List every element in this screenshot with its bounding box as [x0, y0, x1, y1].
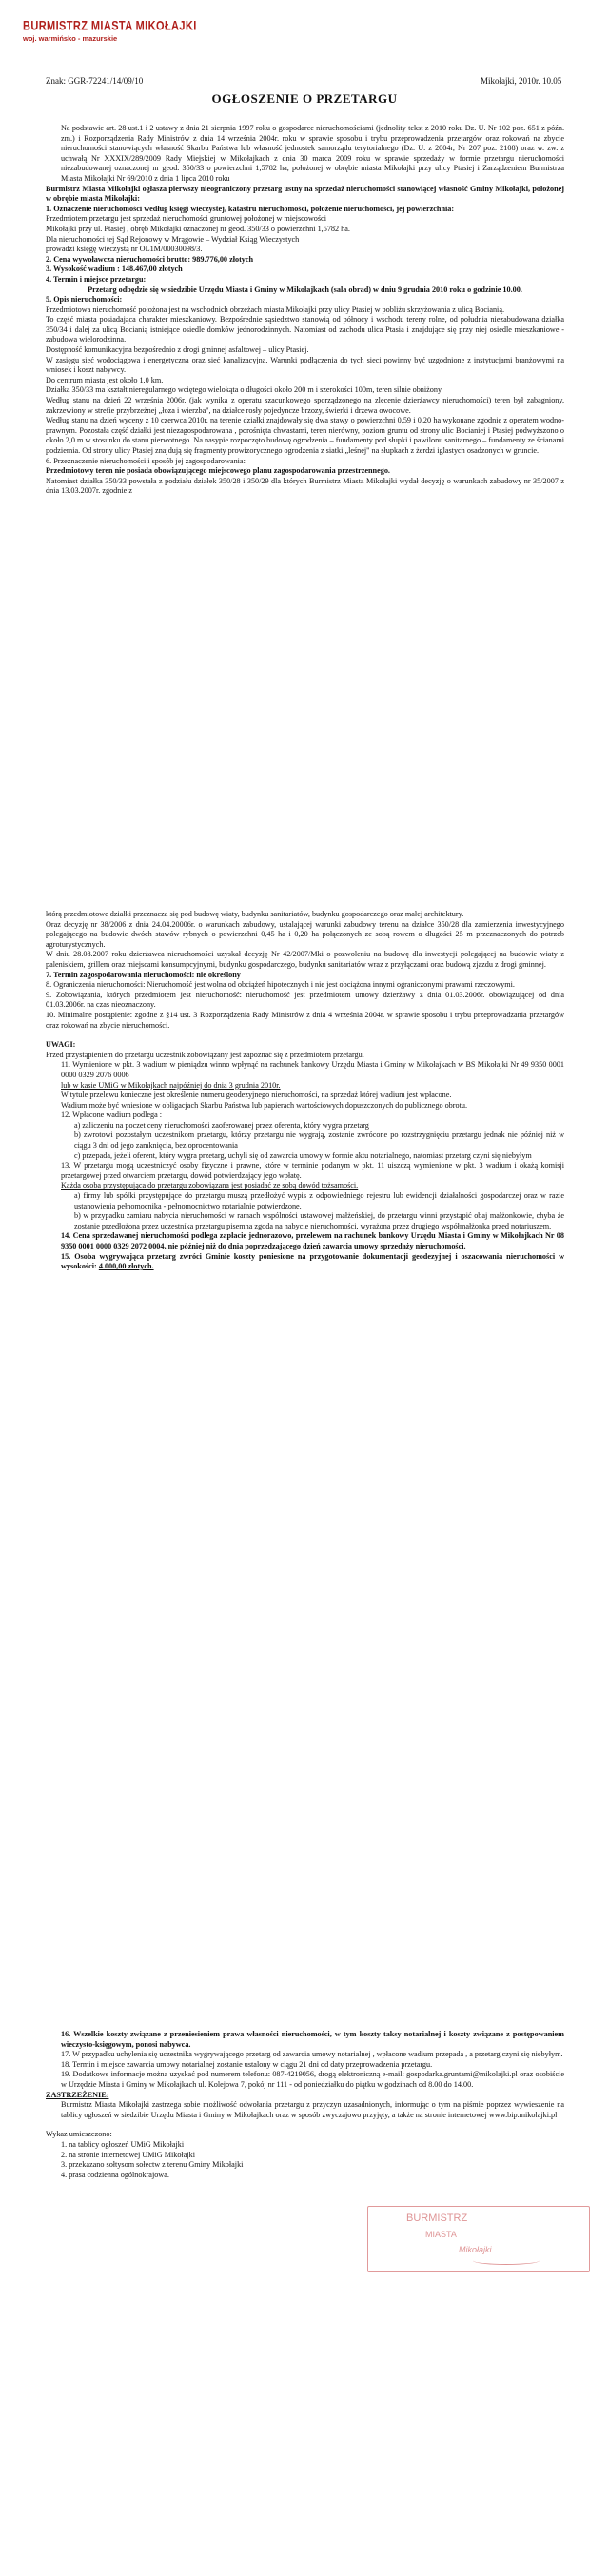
- reservation-heading: ZASTRZEŻENIE:: [46, 2090, 109, 2099]
- item-15-text: 15. Osoba wygrywająca przetarg zwróci Gminie koszty poniesione na przygotowanie dokumentacji geodezyjnej i oszacowania nieruchomości w wysokości:: [61, 1251, 564, 1271]
- signature-mark: [473, 2256, 540, 2265]
- remarks-heading: UWAGI:: [46, 1040, 76, 1050]
- item-15-amount: 4.000,00 złotych.: [98, 1262, 154, 1271]
- item-4-text: Przetarg odbędzie się w siedzibie Urzędu Miasta i Gminy w Mikołajkach (sala obrad) w dniu 9 grudnia 2010 roku o godzinie 10.00.: [88, 285, 522, 294]
- placement-item-3: 3. przekazano sołtysom sołectw z terenu Gminy Mikołajki: [61, 2160, 244, 2170]
- office-logo: [23, 19, 197, 43]
- item-13-text: 13. W przetargu mogą uczestniczyć osoby fizyczne i prawne, które w terminie podanym w pkt. 11 uiszczą wymienione w pkt. 3 wadium i okażą komisji przetargowej przed otwarciem przetargu, dowód potwierdzający jego wpłatę.: [61, 1161, 564, 1180]
- stamp-line-2: MIASTA: [425, 2230, 457, 2239]
- item-13-id-note: Każda osoba przystępująca do przetargu zobowiązana jest posiadać ze sobą dowód tożsamości.: [61, 1181, 359, 1190]
- item-3-deposit: 3. Wysokość wadium : 148.467,00 złotych: [46, 265, 183, 274]
- item-11-transfer-title: W tytule przelewu konieczne jest określenie numeru geodezyjnego nieruchomości, na sprzedaż której wadium jest wpłacone.: [61, 1091, 452, 1100]
- reservation-text: Burmistrz Miasta Mikołajki zastrzega sobie możliwość odwołania przetargu z przyczyn uzasadnionych, informując o tym na piśmie poprzez wywieszenie na tablicy ogłoszeń w siedzibie Urzędu Miasta i Gminy w Mikołajkach oraz w sposób zwyczajowo przyjęty, a także na stronie internetowej www.bip.mikolajki.pl: [61, 2100, 564, 2119]
- stamp-line-3: Mikołajki: [459, 2245, 492, 2254]
- item-15: [46, 1252, 564, 1272]
- item-12-a: a) zaliczeniu na poczet ceny nieruchomości zaoferowanej przez oferenta, który wygra przetarg: [74, 1120, 369, 1130]
- item-5-para-9: 6. Przeznaczenie nieruchomości i sposób jej zagospodarowania:: [46, 456, 246, 465]
- item-2-price: 2. Cena wywoławcza nieruchomości brutto: 989.776,00 złotych: [46, 254, 254, 264]
- item-5-para-4: W zasięgu sieć wodociągowa i energetyczna oraz sieć kanalizacyjna. Warunki podłączenia do tych sieci powinny być uzgodnione z instytucjami branżowymi na wniosek i koszt nabywcy.: [46, 355, 564, 375]
- place-date: Mikołajki, 2010r. 10.05: [481, 76, 562, 86]
- remarks-intro: Przed przystąpieniem do przetargu uczestnik zobowiązany jest zapoznać się z przedmiotem przetargu.: [46, 1050, 364, 1059]
- item-7: 7. Termin zagospodarowania nieruchomości: nie określony: [46, 970, 241, 979]
- item-5-heading: 5. Opis nieruchomości:: [46, 295, 123, 305]
- placement-item-2: 2. na stronie internetowej UMiG Mikołajki: [61, 2150, 195, 2159]
- item-5-para-7: Według stanu na dzień 22 września 2006r. (jak wynika z operatu szacunkowego sporządzonego na zlecenie dzierżawcy nieruchomości) teren był zabagniony, zakrzewiony w strefie przybrzeżnej „łoza i wierzba", na działce rosły pojedyncze brzozy, świerki i drzewa owocowe.: [46, 396, 564, 415]
- announcement-part-3: [46, 2030, 564, 2180]
- official-stamp: [367, 2206, 590, 2272]
- item-6-para-5: W dniu 28.08.2007 roku dzierżawca nieruchomości uzyskał decyzję Nr 42/2007/Mki o pozwoleniu na budowę dla inwestycji polegającej na budowie wiaty z paleniskiem, grillem oraz miejscami konsumpcyjnymi, budynku gospodarczego, budynku sanitariatów wraz z przyłączami oraz budową zjazdu z drogi gminnej.: [46, 950, 564, 969]
- item-14: 14. Cena sprzedawanej nieruchomości podlega zapłacie jednorazowo, przelewem na rachunek bankowy Urzędu Miasta i Gminy w Mikołajkach Nr 08 9350 0001 0000 0329 2072 0004, nie później niż do dnia poprzedzającego dzień zawarcia umowy sprzedaży nieruchomości.: [61, 1231, 564, 1250]
- item-1-text-b: Mikołajki przy ul. Ptasiej , obręb Mikołajki oznaczonej nr geod. 350/33 o powierzchni 1,5782 ha.: [46, 224, 350, 233]
- logo-title: BURMISTRZ MIASTA MIKOŁAJKI: [23, 19, 197, 33]
- item-12-c: c) przepada, jeżeli oferent, który wygra przetarg, uchyli się od zawarcia umowy w formie aktu notarialnego, natomiast przetarg czyni się niebyłym: [74, 1150, 532, 1160]
- item-18: 18. Termin i miejsce zawarcia umowy notarialnej zostanie ustalony w ciągu 21 dni od daty przeprowadzenia przetargu.: [61, 2059, 433, 2069]
- item-12-heading: 12. Wpłacone wadium podlega :: [61, 1111, 163, 1120]
- item-16: 16. Wszelkie koszty związane z przeniesieniem prawa własności nieruchomości, w tym koszty taksy notarialnej i koszty związane z postępowaniem wieczysto-księgowym, ponosi nabywca.: [61, 2030, 564, 2049]
- item-19: 19. Dodatkowe informacje można uzyskać pod numerem telefonu: 087-4219056, drogą elektroniczną e-mail: gospodarka.gruntami@mikolajki.pl oraz osobiście w Urzędzie Miasta i Gminy w Mikołajkach ul. Kolejowa 7, pokój nr 111 - od poniedziałku do piątku w godzinach od 8.00 do 14.00.: [61, 2070, 564, 2089]
- item-1-text-c: Dla nieruchomości tej Sąd Rejonowy w Mrągowie – Wydział Ksiąg Wieczystych: [46, 234, 300, 244]
- stamp-line-1: BURMISTRZ: [406, 2212, 468, 2224]
- item-10: 10. Minimalne postąpienie: zgodne z §14 ust. 3 Rozporządzenia Rady Ministrów z dnia 4 września 2004r. w sprawie sposobu i trybu przeprowadzania przetargów oraz rokowań na zbycie nieruchomości.: [46, 1010, 564, 1030]
- placement-heading: Wykaz umieszczono:: [46, 2130, 112, 2139]
- item-4-heading: 4. Termin i miejsce przetargu:: [46, 274, 147, 284]
- item-9: 9. Zobowiązania, których przedmiotem jest nieruchomość: nieruchomość jest przedmiotem umowy dzierżawy z dnia 01.03.2006r. obowiązującej od dnia 01.03.2006r. na czas nieoznaczony.: [46, 990, 564, 1010]
- item-13-a: a) firmy lub spółki przystępujące do przetargu muszą przedłożyć wypis z odpowiedniego rejestru lub ewidencji działalności gospodarczej oraz w razie ustanowienia pełnomocnika - pełnomocnictwo notarialnie potwierdzone.: [74, 1191, 564, 1210]
- item-1-heading: 1. Oznaczenie nieruchomości według księgi wieczystej, katastru nieruchomości, położenie nieruchomości, jej powierzchnia:: [46, 204, 455, 213]
- item-6-heading: Przedmiotowy teren nie posiada obowiązującego miejscowego planu zagospodarowania przestrzennego.: [46, 466, 390, 476]
- item-5-para-8: Według stanu na dzień wyceny z 10 czerwca 2010r. na terenie działki znajdowały się dwa stawy o powierzchni 0,59 i 0,20 ha wykonane zgodnie z operatem wodno-prawnym. Pozostała część działki jest niezagospodarowana , porośnięta chwastami, teren nierówny, poziom gruntu od strony ulic Bocianiej i Ptasiej podwyższono o około 2,0 m w stosunku do stanu pierwotnego. Na nasypie rozpoczęto budowę ogrodzenia – fundamenty pod słupki i pawilonu sanitarnego – fundamenty ze ścianami podziemia. Od strony ulicy Ptasiej znajdują się fragmenty prowizorycznego ogrodzenia z siatki „leśnej" na słupkach z żerdzi iglastych osadzonych w gruncie.: [46, 416, 564, 455]
- announcement-part-1: [46, 103, 564, 497]
- item-8: 8. Ograniczenia nieruchomości: Nieruchomość jest wolna od obciążeń hipotecznych i nie jest obciążona innymi ograniczonymi prawami rzeczowymi.: [46, 980, 515, 990]
- item-13-b: b) w przypadku zamiaru nabycia nieruchomości w ramach wspólności ustawowej małżeńskiej, do przetargu winni przystąpić obaj małżonkowie, chyba że zostanie przedłożona przez uczestnika przetargu pisemna zgoda na nabycie nieruchomości, wyrażona przez drugiego współmałżonka przed notariuszem.: [74, 1211, 564, 1230]
- reference-number: Znak: GGR-72241/14/09/10: [46, 76, 144, 86]
- item-5-para-3: Dostępność komunikacyjna bezpośrednio z drogi gminnej asfaltowej – ulicy Ptasiej.: [46, 345, 309, 355]
- item-17: 17. W przypadku uchylenia się uczestnika wygrywającego przetarg od zawarcia umowy notarialnej , wpłacone wadium przepada , a przetarg czyni się niebyłym.: [61, 2050, 563, 2059]
- announcement-statement: Burmistrz Miasta Mikołajki ogłasza pierwszy nieograniczony przetarg ustny na sprzedaż nieruchomości stanowiącej własność Gminy Mikołajki, położonej w obrębie miasta Mikołajki:: [46, 184, 564, 204]
- placement-list: [46, 2130, 564, 2180]
- item-5-para-5: Do centrum miasta jest około 1,0 km.: [46, 375, 164, 384]
- item-6-para-3: którą przedmiotowe działki przeznacza się pod budowę wiaty, budynku sanitariatów, budynku gospodarczego oraz małej architektury.: [46, 910, 464, 918]
- item-11-deadline: lub w kasie UMiG w Mikołajkach najpóźniej do dnia 3 grudnia 2010r.: [61, 1080, 281, 1090]
- item-6-para-4: Oraz decyzję nr 38/2006 z dnia 24.04.20006r. o warunkach zabudowy, ustalającej warunki zabudowy terenu na działce 350/28 dla zamierzenia inwestycyjnego polegającego na budowie dwóch stawów rybnych o powierzchni 0,45 ha i 0,20 ha połączonych ze sobą rowem o długości 25 m przeznaczonych do potrzeb agroturystycznych.: [46, 919, 564, 949]
- item-5-para-2: To część miasta posiadająca charakter mieszkaniowy. Bezpośrednie sąsiedztwo stanowią od północy i wschodu tereny rolne, od południa niezabudowana działka 350/34 i dalej za ulicą Bocianią istniejące osiedle domków jednorodzinnych. Natomiast od zachodu ulica Ptasia i znajdujące się przy niej osiedle mieszkaniowe - zabudowa wielorodzinna.: [46, 315, 564, 344]
- item-5-para-6: Działka 350/33 ma kształt nieregularnego wciętego wielokąta o długości około 200 m i szerokości 100m, teren silnie obniżony.: [46, 385, 443, 395]
- item-12-b: b) zwrotowi pozostałym uczestnikom przetargu, którzy przetargu nie wygrają, zostanie zwrócone po rozstrzygnięciu przetargu jednak nie później niż w ciągu 3 dni od jego zamknięcia, bez oprocentowania: [74, 1131, 564, 1150]
- item-5-para-1: Przedmiotowa nieruchomość położona jest na wschodnich obrzeżach miasta Mikołajki przy ulicy Ptasiej w pobliżu skrzyżowania z ulicą Bocianią.: [46, 305, 505, 314]
- item-1-text-a: Przedmiotem przetargu jest sprzedaż nieruchomości gruntowej położonej w miejscowości: [46, 214, 326, 224]
- legal-basis: Na podstawie art. 28 ust.1 i 2 ustawy z dnia 21 sierpnia 1997 roku o gospodarce nieruchomościami (jednolity tekst z 2010 roku Dz. U. Nr 102 poz. 651 z późn. zm.) i Rozporządzenia Rady Ministrów z dnia 14 września 2004r. roku w sprawie sposobu i trybu przeprowadzenia przetargów oraz rokowań na zbycie nieruchomości stanowiących własność Skarbu Państwa lub własność jednostek samorządu terytorialnego (Dz. U. z 2004r, Nr 207 poz. 2108) oraz w. zw. z uchwałą Nr XXXIX/289/2009 Rady Miejskiej w Mikołajkach z dnia 30 marca 2009 roku w sprawie sprzedaży w formie przetargu nieruchomości niezabudowanej oznaczonej nr geod. 350/33 o powierzchni 1,5782 ha, położonej w obrębie miasta Mikołajki przy ulicy Ptasiej i Zarządzeniem Burmistrza Miasta Mikołajki Nr 69/2010 z dnia 1 lipca 2010 roku: [61, 124, 564, 183]
- announcement-part-2: [46, 910, 564, 1272]
- item-6-para-1: Natomiast działka 350/33 powstała z podziału działek 350/28 i 350/29 dla których Burmistrz Miasta Mikołajki wydał decyzję o warunkach zabudowy nr 35/2007 z dnia 13.03.2007r. zgodnie z: [46, 476, 564, 496]
- placement-item-1: 1. na tablicy ogłoszeń UMiG Mikołajki: [61, 2139, 185, 2149]
- item-11-text: 11. Wymienione w pkt. 3 wadium w pieniądzu winno wpłynąć na rachunek bankowy Urzędu Miasta i Gminy w Mikołajkach w BS Mikołajki Nr 49 9350 0001 0000 0329 2076 0006: [61, 1060, 564, 1079]
- item-11-bonds: Wadium może być wniesione w obligacjach Skarbu Państwa lub papierach wartościowych dopuszczonych do publicznego obrotu.: [61, 1100, 468, 1110]
- page-title: OGŁOSZENIE O PRZETARGU: [211, 91, 398, 106]
- item-1-text-d: prowadzi księgę wieczystą nr OL1M/00030098/3.: [46, 245, 203, 254]
- placement-item-4: 4. prasa codzienna ogólnokrajowa.: [61, 2170, 169, 2179]
- logo-subtitle: woj. warmińsko - mazurskie: [23, 34, 118, 43]
